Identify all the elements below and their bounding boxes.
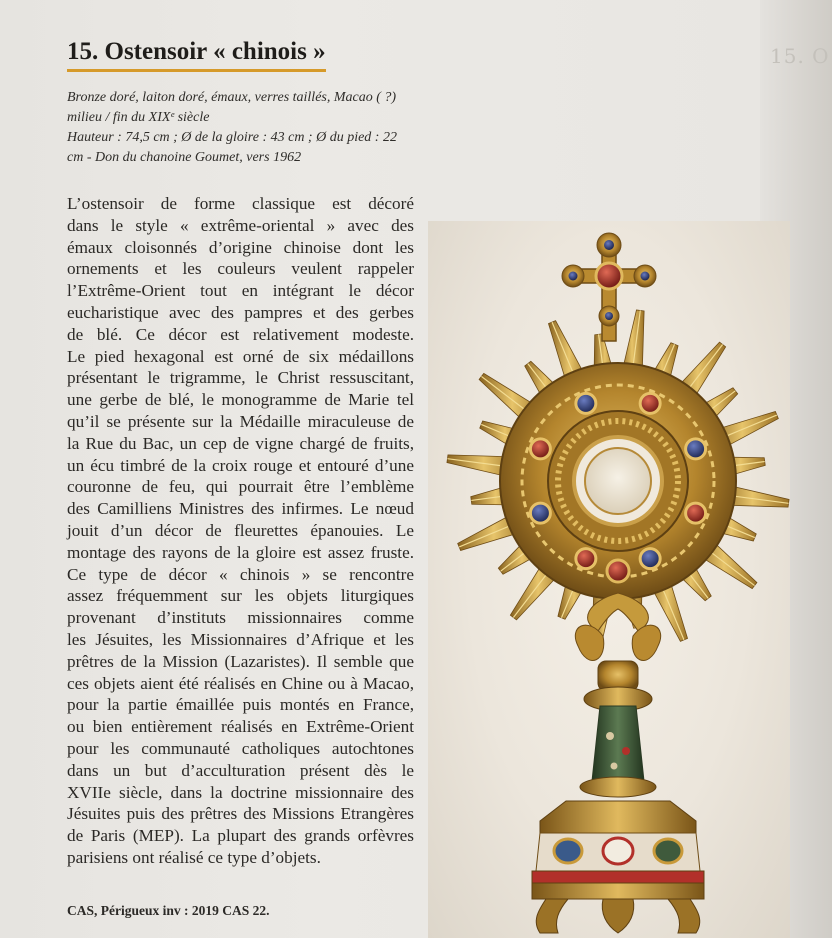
object-metadata <box>67 88 417 168</box>
body-line: Jésuites puis des prêtres des Missions Etrangères <box>67 804 414 824</box>
body-line: Le pied hexagonal est orné de six médaillons <box>67 346 414 366</box>
body-line: prêtres de la Mission (Lazaristes). Il semble que <box>67 651 414 671</box>
body-line: XVIIe siècle, dans la doctrine missionnaire des <box>67 782 414 802</box>
provenance-line: cm - Don du chanoine Goumet, vers 1962 <box>67 150 302 165</box>
ruby-jewel <box>686 503 706 523</box>
body-line: eucharistique avec des pampres et des gerbes <box>67 302 414 322</box>
body-line: la Rue du Bac, un cep de vigne chargé de fruits, <box>67 433 414 453</box>
body-line: l’Extrême-Orient tout en intégrant le décor <box>67 281 414 301</box>
body-line: des Camilliens Ministres des infirmes. Le nœud <box>67 499 414 519</box>
body-line: Ce type de décor « chinois » se rencontre <box>67 564 414 584</box>
body-line: émaux cloisonnés d’origine chinoise dont les <box>67 237 414 257</box>
body-line: ou bien entièrement réalisés en Extrême-Orient <box>67 717 414 737</box>
body-line: couronne de feu, qui pourrait être l’emblème <box>67 477 414 497</box>
sapphire-jewel <box>530 503 550 523</box>
body-line: pour les communauté catholiques autochtones <box>67 738 414 758</box>
ruby-jewel <box>576 549 596 569</box>
page-title: 15. Ostensoir « chinois » <box>67 38 326 72</box>
monstrance-photo <box>428 221 790 938</box>
hexagonal-foot <box>532 801 704 933</box>
body-line: jouit d’un décor de fleurettes épanouies. Le <box>67 520 414 540</box>
body-line: ornements et les couleurs veulent rappeler <box>67 259 414 279</box>
show-through-text: 15. O <box>770 44 830 68</box>
body-line: présentant le trigramme, le Christ ressuscitant, <box>67 368 414 388</box>
inventory-credit: CAS, Périgueux inv : 2019 CAS 22. <box>67 903 270 918</box>
title-block <box>67 38 326 72</box>
body-text <box>67 193 414 869</box>
ruby-jewel <box>530 439 550 459</box>
body-line: qu’il se présente sur la Médaille miraculeuse de <box>67 411 414 431</box>
sapphire-jewel <box>576 393 596 413</box>
sapphire-jewel <box>640 549 660 569</box>
body-line: assez fréquemment sur les objets liturgiques <box>67 586 414 606</box>
body-line: ces objets aient été réalisés en Chine ou à Macao, <box>67 673 414 693</box>
body-line: pour la partie émaillée puis montés en France, <box>67 695 414 715</box>
monstrance-illustration <box>428 221 790 938</box>
dimensions-line: Hauteur : 74,5 cm ; Ø de la gloire : 43 cm ; Ø du pied : 22 <box>67 130 397 145</box>
body-line: une gerbe de blé, le monogramme de Marie tel <box>67 390 414 410</box>
body-line: les Jésuites, les Missionnaires d’Afrique et les <box>67 629 414 649</box>
body-line: parisiens ont réalisé ce type d’objets. <box>67 847 321 867</box>
materials-line: Bronze doré, laiton doré, émaux, verres taillés, Macao ( ?) <box>67 90 397 105</box>
ruby-jewel <box>640 393 660 413</box>
stem-and-node <box>580 687 656 797</box>
body-line: de blé. Ce décor est relativement modeste. <box>67 324 414 344</box>
body-line: provenant d’instituts missionnaires comme <box>67 608 414 628</box>
body-line: dans le style « extrême-oriental » avec des <box>67 215 414 235</box>
body-line: un écu timbré de la croix rouge et entouré d’une <box>67 455 414 475</box>
date-line: milieu / fin du XIXᵉ siècle <box>67 110 210 125</box>
body-line: de Paris (MEP). La plupart des grands orfèvres <box>67 826 414 846</box>
sapphire-jewel <box>686 439 706 459</box>
body-line: montage des rayons de la gloire est assez fruste. <box>67 542 414 562</box>
body-line: dans un but d’acculturation présent dès le <box>67 760 414 780</box>
body-line: L’ostensoir de forme classique est décoré <box>67 194 414 213</box>
